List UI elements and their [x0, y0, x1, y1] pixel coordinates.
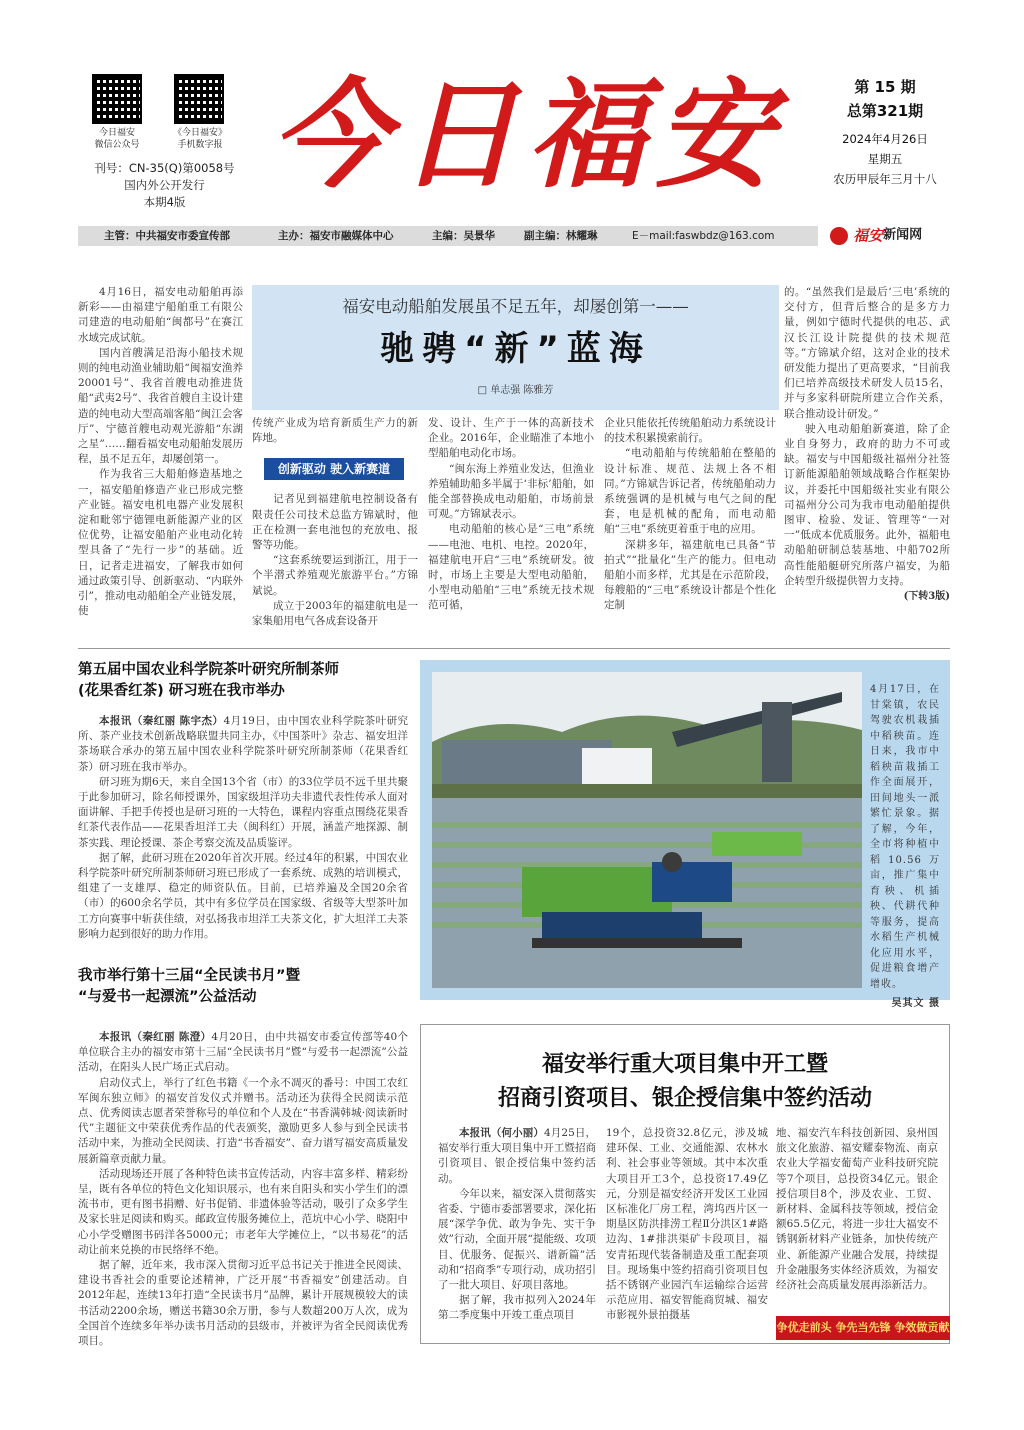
distribution: 国内外公开发行 — [124, 178, 205, 192]
deputy-editor: 副主编：林耀琳 — [524, 230, 598, 242]
qr2-caption-line2: 手机数字报 — [177, 140, 223, 150]
reading-headline-line1: 我市举行第十三届“全民读书月”暨 — [78, 968, 301, 984]
info-bar — [78, 226, 818, 246]
tea-dateline: 本报讯（秦红丽 陈宇杰） — [99, 715, 224, 727]
qr2-caption-line1: 《今日福安》 — [172, 128, 227, 138]
paragraph: 启动仪式上，举行了红色书籍《一个永不凋灭的番号：中国工农红军闽东独立师》的福安首发仪式并赠书。活动还为获得全民阅读示范点、优秀阅读志愿者荣誉称号的单位和个人及在“书香满韩城·阅读新时代”主题征文中荣获优秀作品的代表颁奖，激励更多人参与到全民读书活动中来，为推动全民阅读、打造“书香福安”、奋力谱写福安高质量发展新篇章贡献力量。 — [78, 1076, 408, 1165]
divider — [78, 648, 950, 649]
lunar-date: 农历甲辰年三月十八 — [833, 172, 937, 186]
projects-headline-line1: 福安举行重大项目集中开工暨 — [541, 1052, 828, 1077]
paragraph: 电动船舶的核心是“三电”系统——电池、电机、电控。2020年，福建航电开启“三电”系统研发。彼时，市场上主要是大型电动船舶，小型电动船舶“三电”系统无技术规范可循， — [428, 523, 594, 612]
continued-note[interactable]: (下转3版) — [903, 591, 950, 603]
lead-column-4 — [604, 416, 776, 614]
publish-date: 2024年4月26日 — [842, 132, 928, 146]
slogan-banner: 争优走前头 争先当先锋 争效做贡献 — [776, 1316, 950, 1340]
issue-number: 第 15 期 — [854, 78, 916, 96]
paragraph: 19个，总投资32.8亿元，涉及城建环保、工业、交通能源、农林水利、社会事业等领域。其中本次重大项目开工3个，总投资17.49亿元，分别是福安经济开发区工业园区标准化厂房工程，湾坞西片区一期垦区防洪排涝工程Ⅱ分洪区1#路边沟、1#排洪渠矿卡段项目，福安青拓现代装备制造及重工配套项目。现场集中签约招商引资项目包括不锈钢产业园汽车运输综合运营示范应用、福安智能商贸城、福安市影视外景拍摄基 — [606, 1127, 768, 1322]
projects-column-2 — [606, 1126, 768, 1324]
paragraph: 研习班为期6天，来自全国13个省（市）的33位学员不远千里共聚于此参加研习，除名师授课外，国家级坦洋功夫非遗代表性传承人面对面讲解、手把手传授也是研习班的一大特色，课程内容重点围绕花果香红茶代表作品——花果香坦洋工夫（闽科红）开展，涵盖产地探源、制茶实践、理论授课、茶企考察交流及品质鉴评。 — [78, 775, 408, 849]
paragraph: 深耕多年，福建航电已具备“节拍式”“批量化”生产的能力。但电动船舶小而多样，尤其是在示范阶段，每艘船的“三电”系统设计都是个性化定制 — [604, 538, 776, 612]
paragraph: 驶入电动船舶新赛道，除了企业自身努力，政府的助力不可或缺。福安与中国船级社福州分社签订新能源船舶领域战略合作框架协议，并委托中国船级社实业有限公司福州分公司为我市电动船舶提供图审、检验、发证、管理等“一对一”低成本优质服务。此外，福船电动船舶研制总装基地、中船702所高性能船艇研究所落户福安，为船企转型升级提供智力支持。 — [784, 422, 950, 587]
logo-text: 新闻网 — [883, 227, 923, 243]
lead-subheading: 创新驱动 驶入新赛道 — [264, 458, 404, 480]
mobile-edition-qr-code[interactable] — [174, 74, 224, 124]
paragraph: 活动现场还开展了各种特色读书宣传活动，内容丰富多样、精彩纷呈，既有各单位的特色文化知识展示，也有来自阳头和实小学生们的漂流书市，更有图书捐赠、好书促销、非遗体验等活动，吸引了众多学生及家长驻足阅读和购买。邮政宣传服务摊位上，范坑中心小学、晓阳中心小学受赠图书码洋各5000元；市老年大学摊位上，“以书易花”的活动让前来兑换的市民络绎不绝。 — [78, 1167, 408, 1256]
globe-icon — [830, 227, 848, 245]
qr1-caption-line1: 今日福安 — [98, 128, 135, 138]
paragraph: 作为我省三大船舶修造基地之一，福安船舶修造产业已形成完整产业链。福安电机电器产业发展积淀和毗邻宁德锂电新能源产业的区位优势，让福安船舶产业电动化转型具备了“先行一步”的基础。近日，记者走进福安，了解我市如何通过政策引导、创新驱动、“内联外引”，推动电动船舶全产业链发展，使 — [78, 468, 243, 618]
lead-column-5 — [784, 285, 950, 604]
qr1-caption-line2: 微信公众号 — [94, 140, 140, 150]
paragraph: 地、福安汽车科技创新园、泉州国旅文化旅游、福安耀泰物流、南京农业大学福安葡萄产业科技研究院等7个项目，总投资34亿元。银企授信项目8个，涉及农业、工贸、新材料、金属科技等领域，授信金额65.5亿元，将进一步壮大福安不锈钢新材料产业链条，加快传统产业、新能源产业融合发展，持续提升金融服务实体经济质效，为福安经济社会高质量发展再添新活力。 — [776, 1127, 938, 1292]
paragraph: “闽东海上养殖业发达，但渔业养殖辅助船多半属于‘非标’船舶，如能全部替换成电动船舶，市场前景可观。”方锦斌表示。 — [428, 462, 594, 521]
total-issue: 总第321期 — [846, 102, 924, 120]
tea-headline-line1: 第五届中国农业科学院茶叶研究所制茶师 — [78, 662, 339, 678]
paragraph: 发、设计、生产于一体的高新技术企业。2016年，企业瞄准了本地小型船舶电动化市场。 — [428, 417, 594, 460]
wechat-qr-caption — [80, 127, 154, 151]
lead-byline: □ 单志强 陈雅芳 — [477, 385, 554, 396]
projects-dateline: 本报讯（何小丽） — [459, 1127, 544, 1139]
tea-headline-line2: (花果香红茶) 研习班在我市举办 — [78, 683, 285, 699]
tea-headline — [78, 660, 408, 702]
masthead-title: 今日福安 — [270, 65, 783, 204]
paragraph: 记者见到福建航电控制设备有限责任公司技术总监方锦斌时，他正在检测一套电池包的充放电、报警等功能。 — [252, 493, 418, 552]
lead-column-2 — [252, 416, 418, 629]
paragraph: 据了解，此研习班在2020年首次开展。经过4年的积累，中国农业科学院茶叶研究所制茶师研习班已形成了一套系统、成熟的培训模式，组建了一支雄厚、稳定的师资队伍。目前，已培养遍及全国20余省（市）的600余名学员，其中有多位学员在国家级、省级等大型茶叶加工方向赛事中斩获佳绩，对弘扬我市坦洋工夫茶文化，扩大坦洋工夫茶影响力起到很好的助力作用。 — [78, 851, 408, 940]
chief-editor: 主编：吴景华 — [432, 230, 495, 242]
email[interactable]: E－mail:faswbdz@163.com — [632, 230, 775, 242]
weekday: 星期五 — [867, 152, 903, 166]
lead-title-box — [252, 285, 779, 410]
news-site-logo[interactable] — [830, 222, 922, 248]
paragraph: 国内首艘满足沿海小船技术规则的纯电动渔业辅助船“闽福安渔养20001号”、我省首艘电动推进货船“武夷2号”、我省首艘自主设计建造的纯电动大型高端客船“闽江会客厅”、宁德首艘电动观光游船“东湖之星”……翻看福安电动船舶发展历程，虽不足五年，却屡创第一。 — [78, 346, 243, 466]
logo-brand: 福安 — [853, 226, 884, 245]
issn: 刊号：CN-35(Q)第0058号 — [94, 161, 235, 175]
lead-title: 驰骋“新”蓝海 — [380, 329, 651, 369]
wechat-qr-code[interactable] — [92, 74, 142, 124]
photo-caption-box — [870, 682, 940, 1012]
reading-dateline: 本报讯（秦红丽 陈澄） — [99, 1031, 212, 1043]
reading-headline-line2: “与爱书一起漂流”公益活动 — [78, 989, 257, 1005]
lead-kicker: 福安电动船舶发展虽不足五年，却屡创第一—— — [342, 297, 689, 316]
sponsor: 主管：中共福安市委宣传部 — [104, 230, 230, 242]
projects-headline-line2: 招商引资项目、银企授信集中签约活动 — [497, 1086, 872, 1111]
projects-column-3 — [776, 1126, 938, 1293]
paragraph: 据了解，我市拟列入2024年第二季度集中开竣工重点项目 — [438, 1294, 596, 1322]
edition: 本期4版 — [143, 195, 186, 209]
paragraph: 4月20日，由中共福安市委宣传部等40个单位联合主办的福安市第十三届“全民读书月”暨“与爱书一起漂流”公益活动，在阳头人民广场正式启动。 — [78, 1031, 409, 1074]
paragraph: 4月19日，由中国农业科学院茶叶研究所、茶产业技术创新战略联盟共同主办，《中国茶叶》杂志、福安坦洋茶场联合承办的第五届中国农业科学院茶叶研究所制茶师（花果香红茶）研习班在我市举办。 — [78, 715, 409, 773]
photo-caption: 4月17日，在甘棠镇，农民驾驶农机栽插中稻秧苗。连日来，我市中稻秧苗栽插工作全面展开，田间地头一派繁忙景象。据了解，今年，全市将种植中稻10.56万亩，推广集中育秧、机插秧、代耕代种等服务，提高水稻生产机械化应用水平，促进粮食增产增收。 — [870, 684, 940, 990]
paragraph: 4月25日，福安举行重大项目集中开工暨招商引资项目、银企授信集中签约活动。 — [438, 1127, 596, 1185]
paragraph: 传统产业成为培育新质生产力的新阵地。 — [252, 417, 418, 445]
paragraph: “这套系统要运到浙江，用于一个半潜式养殖观光旅游平台。”方锦斌说。 — [252, 554, 418, 597]
paragraph: 据了解，近年来，我市深入贯彻习近平总书记关于推进全民阅读、建设书香社会的重要论述精神，广泛开展“书香福安”创建活动。自2012年起，连续13年打造“全民读书月”品牌，累计开展规模较大的读书活动2200余场，赠送书籍30余万册，参与人数超200万人次，成为全国首个连续多年举办读书月活动的县级市，并被评为省全民阅读优秀项目。 — [78, 1259, 408, 1348]
lead-column-3 — [428, 416, 594, 614]
paragraph: 企业只能依托传统船舶动力系统设计的技术积累摸索前行。 — [604, 417, 776, 445]
projects-headline — [420, 1048, 950, 1116]
paragraph: 的。“虽然我们是最后‘三电’系统的交付方，但背后整合的是多方力量，例如宁德时代提供的电芯、武汉长江设计院提供的技术规范等。”方锦斌介绍，这对企业的技术研发能力提出了更高要求，“目前我们已培养高级技术研发人员15名，并与多家科研院所建立合作关系，联合推动设计研发。” — [784, 286, 950, 420]
reading-body — [78, 1030, 408, 1349]
tea-body — [78, 714, 408, 942]
host: 主办：福安市融媒体中心 — [278, 230, 394, 242]
paragraph: “电动船舶与传统船舶在整船的设计标准、规范、法规上各不相同。”方锦斌告诉记者，传统船舶动力系统强调的是机械与电气之间的配套，电是机械的配角，而电动船舶“三电”系统更着重于电的应用。 — [604, 447, 776, 536]
lead-column-1 — [78, 285, 243, 619]
mobile-qr-caption — [160, 127, 240, 151]
photo-credit: 吴其文 摄 — [891, 998, 940, 1009]
projects-column-1 — [438, 1126, 596, 1324]
reading-headline — [78, 966, 408, 1008]
paragraph: 今年以来，福安深入贯彻落实省委、宁德市委部署要求，深化拓展“深学争优、敢为争先、实干争效”行动，全面开展“提能级、攻项目、优服务、促振兴、谱新篇”活动和“招商季”专项行动，成功招引了一批大项目、好项目落地。 — [438, 1187, 596, 1292]
paragraph: 成立于2003年的福建航电是一家集船用电气各成套设备开 — [252, 599, 418, 628]
paragraph: 4月16日，福安电动船舶再添新彩——由福建宁船舶重工有限公司建造的电动船舶“闽都号”在赛江水域完成试航。 — [78, 286, 243, 344]
rice-planting-photo[interactable] — [432, 672, 862, 988]
